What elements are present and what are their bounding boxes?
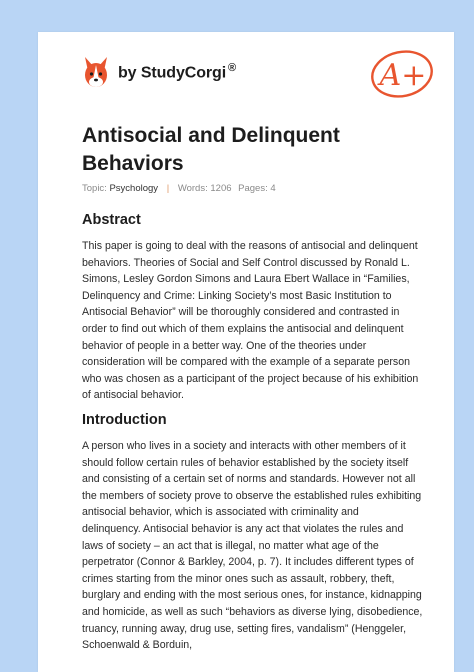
document-page [38, 32, 454, 672]
paragraph-line: should follow certain rules of behavior established by the society itself [82, 456, 409, 469]
paragraph-line: laws of society – an act that is illegal, no matter what age of the [82, 539, 379, 552]
paragraph-line: and homicide, as well as such “behaviors as diverse lying, disobedience, [82, 605, 423, 618]
document-title: Antisocial and Delinquent Behaviors [82, 124, 340, 175]
pages-label: Pages: [238, 183, 268, 194]
paragraph-line: the members of society prove to observe the established rules exhibiting [82, 489, 422, 502]
paragraph-line: Simons, Lesley Gordon Simons and Laura Ebert Wallace in “Families, [82, 273, 410, 286]
grade-stamp [368, 44, 440, 100]
introduction-heading: Introduction [82, 412, 167, 428]
paragraph-line: This paper is going to deal with the reasons of antisocial and delinquent [82, 240, 418, 252]
paragraph-line: crimes starting from the minor ones such as assault, robbery, theft, [82, 572, 395, 585]
corgi-icon [82, 55, 110, 89]
paragraph-line: Delinquency and Crime: Linking Society’s most Basic Institution to [82, 289, 392, 302]
topic-label: Topic: [82, 183, 107, 194]
paragraph-line: truancy, running away, drug use, setting fires, vandalism” (Henggeler, [82, 622, 407, 635]
paragraph-line: of antisocial behavior. [82, 389, 184, 402]
paragraph-line: perpetrator (Connor & Barkley, 2004, p. 7). It includes different types of [82, 556, 414, 569]
paragraph-line: behaviors. Theories of Social and Self Control discussed by Ronald L. [82, 256, 410, 269]
paragraph-line: burglary and ending with the most serious ones, for instance, kidnapping [82, 589, 422, 602]
abstract-heading: Abstract [82, 212, 141, 228]
pages-count: 4 [270, 183, 276, 194]
abstract-paragraph [82, 238, 430, 404]
paragraph-line: consideration will be compared with the example of a separate person [82, 356, 411, 369]
paragraph-line: antisocial behavior, which is associated with criminality and [82, 506, 359, 519]
paragraph-line: and consisting of a certain set of norms and standards. However not all [82, 473, 416, 486]
topic-link[interactable]: Psychology [109, 183, 159, 194]
words-label: Words: [177, 183, 208, 194]
meta-separator: | [166, 183, 170, 194]
paragraph-line: delinquency. Antisocial behavior is any act that violates the rules and [82, 522, 404, 535]
paragraph-line: who was chosen as a participant of the project because of his exhibition [82, 372, 419, 385]
document-meta [82, 183, 276, 194]
introduction-paragraph [82, 438, 430, 654]
paragraph-line: behavior of people in a better way. One of the theories under [82, 339, 367, 352]
words-count: 1206 [210, 183, 232, 194]
brand-name: by StudyCorgi ® [118, 61, 237, 82]
paragraph-line: order to find out which of them explains the antisocial and delinquent [82, 322, 404, 335]
studycorgi-logo[interactable] [82, 52, 236, 92]
paragraph-line: Schoenwald & Borduin, [82, 639, 193, 652]
paragraph-line: Antisocial Behavior” will be thoroughly considered and contrasted in [82, 306, 400, 319]
paragraph-line: A person who lives in a society and interacts with other members of it [82, 440, 406, 452]
grade-text: A+ [379, 58, 427, 93]
